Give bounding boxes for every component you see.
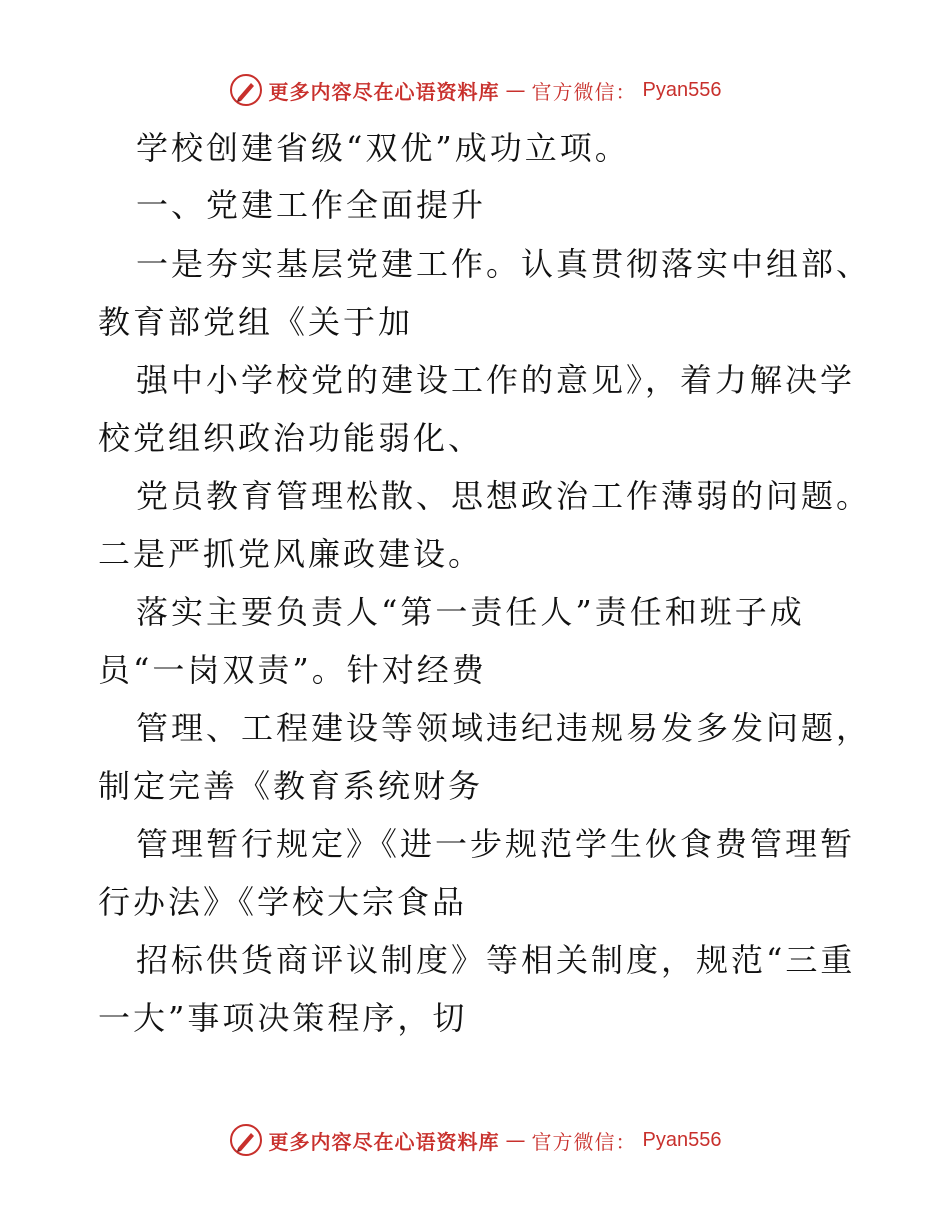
text-line: 落实主要负责人“第一责任人”责任和班子成 [136, 593, 805, 631]
pen-logo-icon [229, 73, 263, 107]
watermark-wechat-id: Pyan556 [642, 78, 722, 101]
watermark-site-text: 更多内容尽在心语资料库 [268, 79, 500, 104]
text-line: 校党组织政治功能弱化、 [98, 419, 484, 457]
footer-watermark [0, 1120, 950, 1160]
text-line: 行办法》《学校大宗食品 [98, 883, 468, 921]
text-line: 学校创建省级“双优”成功立项。 [136, 129, 630, 167]
text-line: 管理暂行规定》《进一步规范学生伙食费管理暂 [136, 825, 856, 863]
text-line: 党员教育管理松散、思想政治工作薄弱的问题。 [136, 477, 872, 515]
watermark-wechat-label: 官方微信： [531, 79, 637, 104]
text-line: 员“一岗双责”。针对经费 [98, 651, 487, 689]
section-heading: 一、党建工作全面提升 [136, 186, 487, 224]
header-watermark [0, 70, 950, 110]
watermark-separator: — [505, 78, 526, 102]
text-line: 强中小学校党的建设工作的意见》，着力解决学 [136, 361, 856, 399]
text-line: 招标供货商评议制度》等相关制度，规范“三重 [136, 941, 856, 979]
watermark-separator: — [505, 1128, 526, 1152]
text-line: 制定完善《教育系统财务 [98, 767, 484, 805]
watermark-wechat-label: 官方微信： [531, 1129, 637, 1154]
text-line: 二是严抓党风廉政建设。 [98, 535, 484, 573]
text-line: 教育部党组《关于加 [98, 303, 414, 341]
text-line: 管理、工程建设等领域违纪违规易发多发问题， [136, 709, 872, 747]
watermark-site-text: 更多内容尽在心语资料库 [268, 1129, 500, 1154]
watermark-wechat-id: Pyan556 [642, 1128, 722, 1151]
text-line: 一大”事项决策程序，切 [98, 999, 468, 1037]
text-line: 一是夯实基层党建工作。认真贯彻落实中组部、 [136, 245, 872, 283]
pen-logo-icon [229, 1123, 263, 1157]
